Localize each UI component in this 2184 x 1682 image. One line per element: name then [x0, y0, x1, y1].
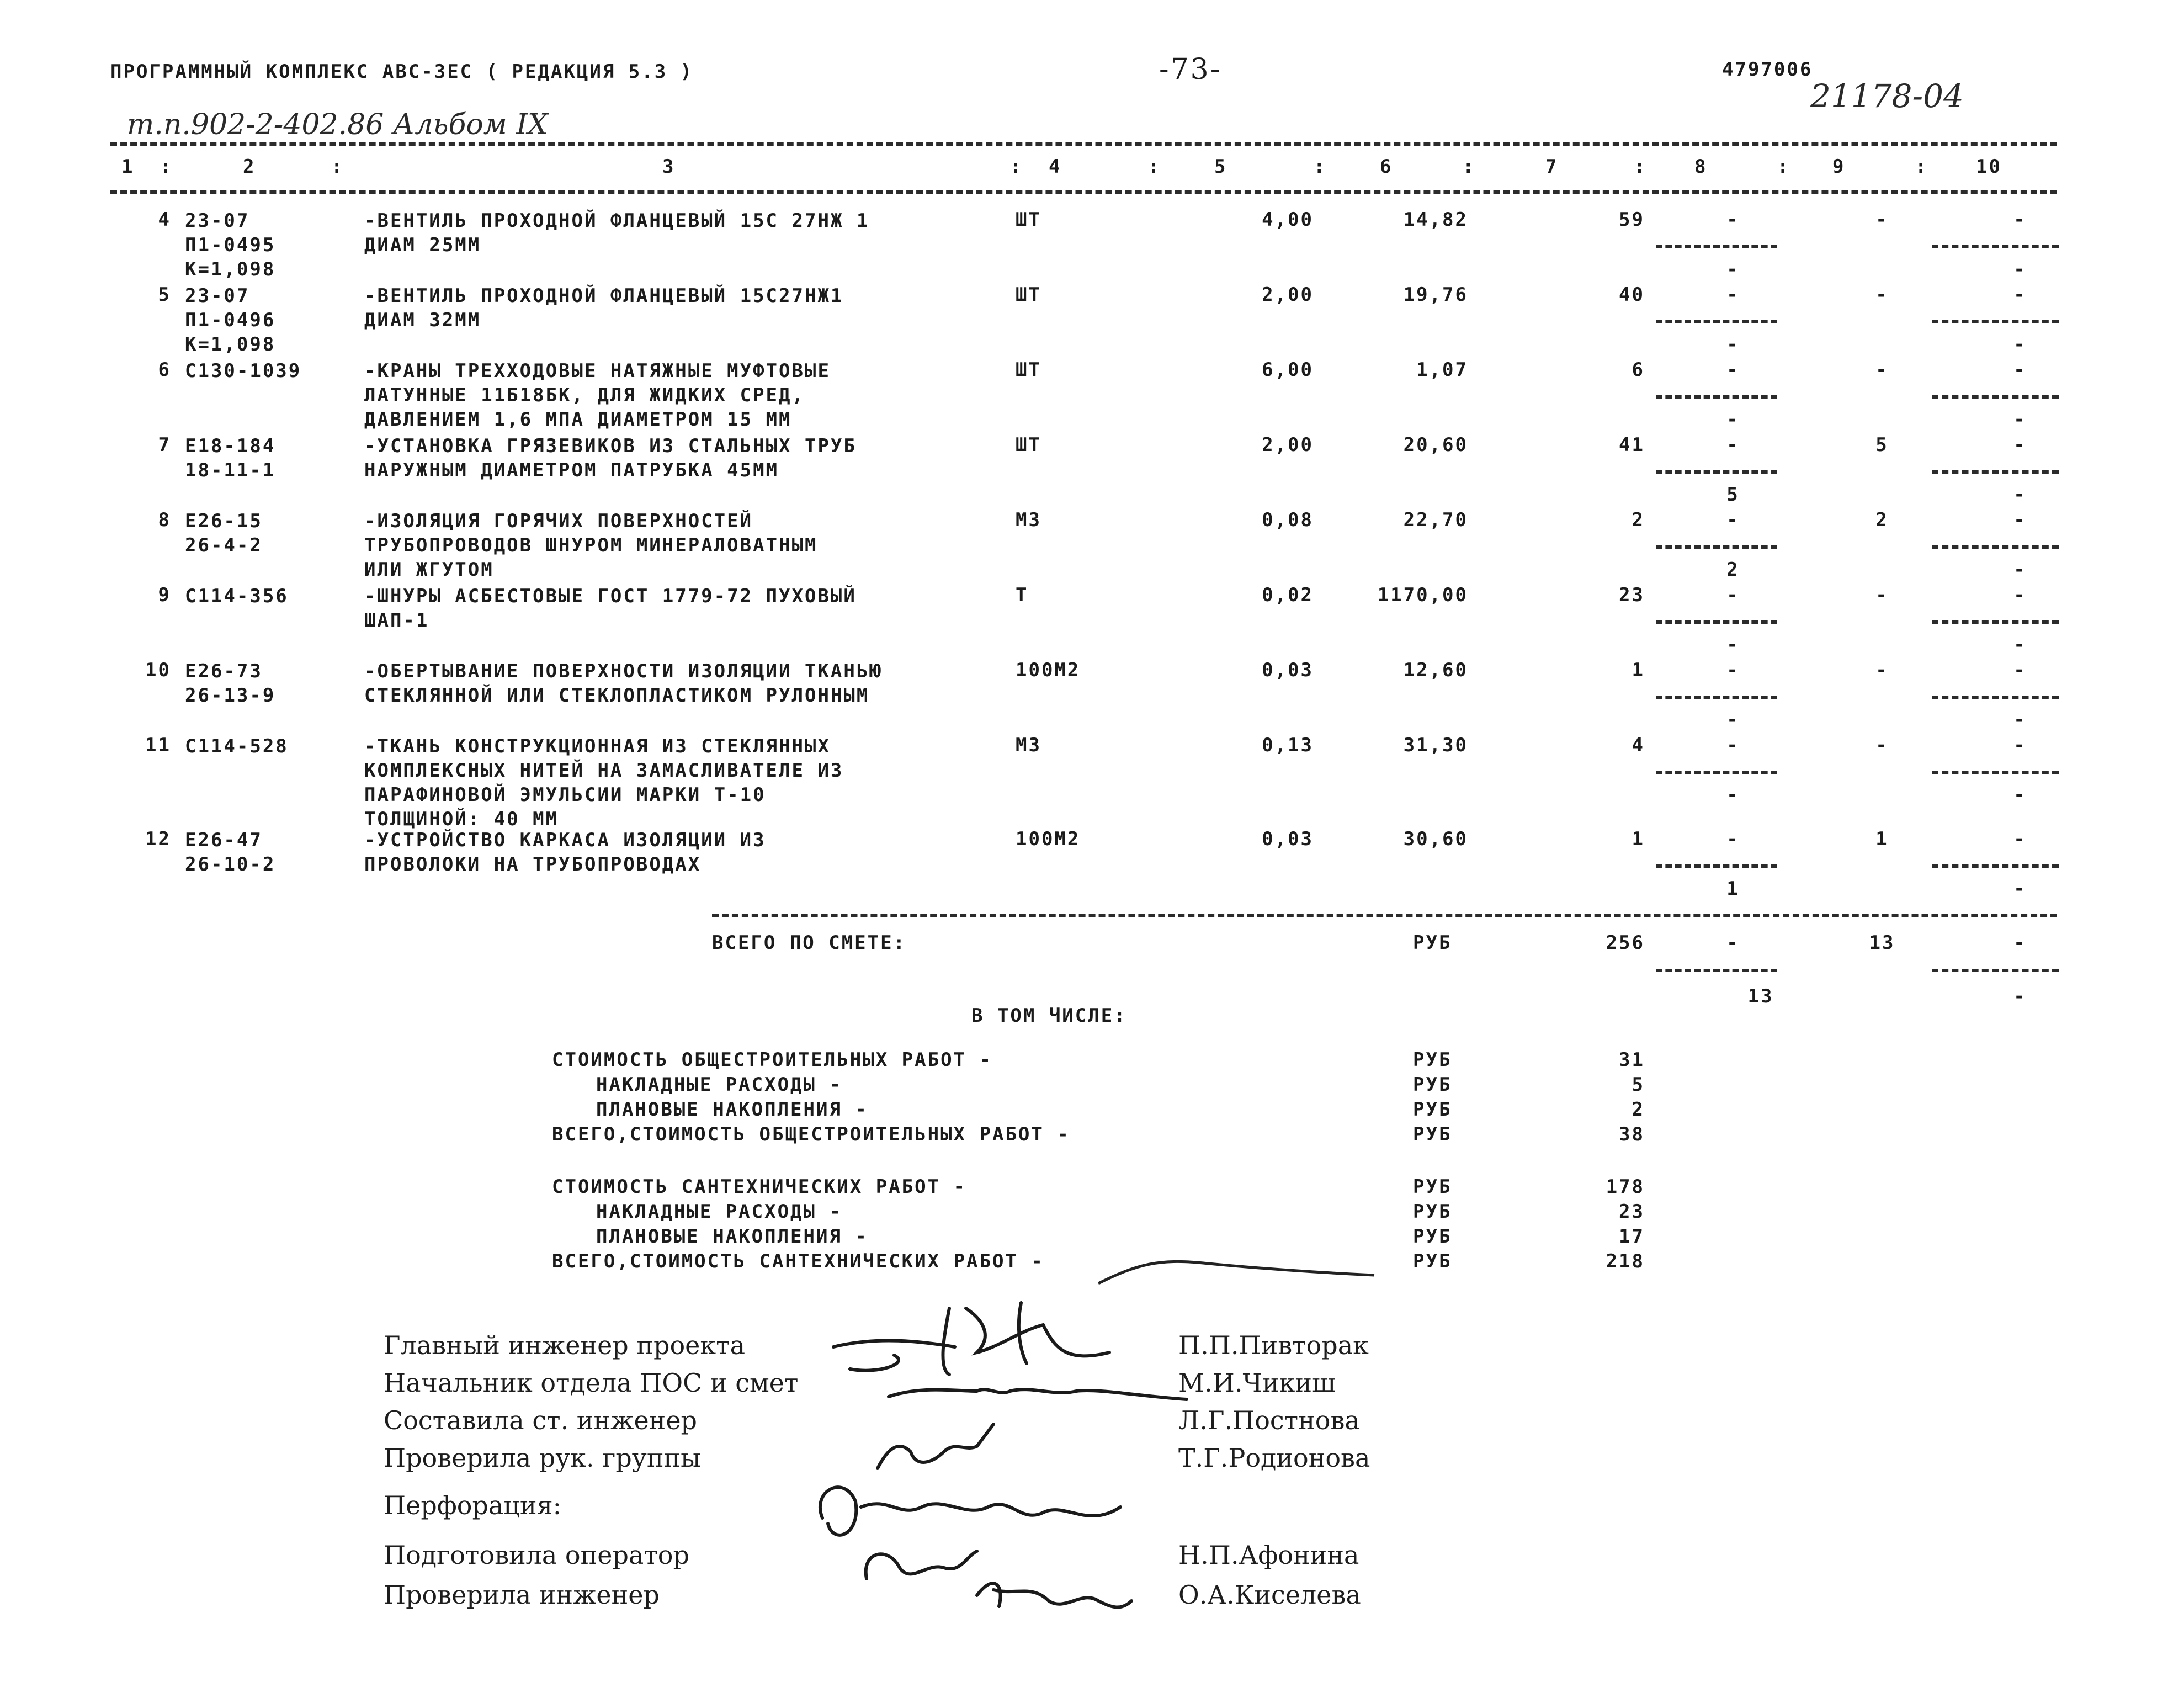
row-col9: - — [1875, 209, 1889, 231]
row-col8-bottom: - — [1726, 333, 1740, 355]
row-description — [364, 359, 831, 432]
column-header-10: 10 — [1976, 156, 2002, 178]
summary-value: 17 — [1619, 1225, 1645, 1248]
row-number: 9 — [158, 584, 171, 606]
summary-label: ПЛАНОВЫЕ НАКОПЛЕНИЯ - — [596, 1225, 868, 1248]
signature-role: Подготовила оператор — [384, 1540, 689, 1570]
row-code — [185, 584, 289, 608]
total-col8-top: - — [1726, 932, 1740, 954]
row-code-line: К=1,098 — [185, 258, 276, 280]
total-col10-rule — [1932, 969, 2059, 972]
summary-label: СТОИМОСТЬ ОБЩЕСТРОИТЕЛЬНЫХ РАБОТ - — [552, 1049, 992, 1071]
row-quantity: 0,03 — [1262, 828, 1314, 850]
row-col8-top: - — [1726, 509, 1740, 531]
row-description-line: СТЕКЛЯННОЙ ИЛИ СТЕКЛОПЛАСТИКОМ РУЛОННЫМ — [364, 685, 870, 707]
row-number: 8 — [158, 509, 171, 531]
row-unit: ШТ — [1016, 284, 1041, 306]
row-description-line: -ИЗОЛЯЦИЯ ГОРЯЧИХ ПОВЕРХНОСТЕЙ — [364, 510, 753, 532]
row-code — [185, 209, 275, 282]
summary-value: 5 — [1632, 1074, 1645, 1096]
column-header-6: 6 — [1380, 156, 1393, 178]
column-separator: : — [1634, 156, 1647, 178]
row-description — [364, 734, 843, 831]
row-code-line: 23-07 — [185, 285, 250, 307]
column-header-1: 1 — [121, 156, 135, 178]
row-price: 1170,00 — [1377, 584, 1468, 606]
row-price: 31,30 — [1403, 734, 1468, 756]
row-unit: ШТ — [1016, 434, 1041, 456]
row-col10-top: - — [2013, 359, 2027, 381]
row-code-line: П1-0495 — [185, 234, 276, 256]
row-col10-rule — [1932, 320, 2059, 323]
signature-role: Проверила рук. группы — [384, 1443, 701, 1473]
row-description-line: ДИАМ 25ММ — [364, 234, 481, 256]
summary-value: 31 — [1619, 1049, 1645, 1071]
row-unit: М3 — [1016, 734, 1041, 756]
column-separator: : — [1010, 156, 1023, 178]
row-description-line: -ШНУРЫ АСБЕСТОВЫЕ ГОСТ 1779-72 ПУХОВЫЙ — [364, 585, 857, 607]
row-col8-rule — [1656, 320, 1777, 323]
signature-name: Н.П.Афонина — [1178, 1540, 1359, 1570]
row-price: 1,07 — [1416, 359, 1468, 381]
row-col9: 5 — [1875, 434, 1889, 456]
total-rule — [712, 914, 2057, 917]
handwritten-album-title: т.п.902-2-402.86 Альбом IX — [127, 108, 548, 141]
row-code — [185, 509, 263, 558]
row-col8-rule — [1656, 395, 1777, 399]
row-code — [185, 659, 275, 708]
summary-value: 2 — [1632, 1099, 1645, 1121]
row-code-line: 18-11-1 — [185, 459, 276, 481]
row-price: 30,60 — [1403, 828, 1468, 850]
row-col9: - — [1875, 734, 1889, 756]
row-unit: ШТ — [1016, 359, 1041, 381]
row-col8-top: - — [1726, 284, 1740, 306]
total-label: ВСЕГО ПО СМЕТЕ: — [712, 932, 907, 954]
summary-unit: РУБ — [1413, 1049, 1452, 1071]
row-description-line: -КРАНЫ ТРЕХХОДОВЫЕ НАТЯЖНЫЕ МУФТОВЫЕ — [364, 360, 831, 382]
summary-unit: РУБ — [1413, 1201, 1452, 1223]
row-col8-rule — [1656, 470, 1777, 474]
row-description-line: -УСТРОЙСТВО КАРКАСА ИЗОЛЯЦИИ ИЗ — [364, 829, 766, 851]
summary-unit: РУБ — [1413, 1225, 1452, 1248]
row-code — [185, 434, 275, 482]
row-quantity: 2,00 — [1262, 434, 1314, 456]
signature-name: О.А.Киселева — [1178, 1580, 1361, 1610]
row-col8-bottom: - — [1726, 709, 1740, 731]
row-col9: 2 — [1875, 509, 1889, 531]
row-col10-bottom: - — [2013, 258, 2027, 280]
row-col9: 1 — [1875, 828, 1889, 850]
row-col8-top: - — [1726, 828, 1740, 850]
table-header-rule — [110, 190, 2057, 194]
signature-role: Проверила инженер — [384, 1580, 660, 1610]
signature-name: Т.Г.Родионова — [1178, 1443, 1370, 1473]
signature-name: М.И.Чикиш — [1178, 1368, 1336, 1398]
row-col10-top: - — [2013, 209, 2027, 231]
document-code: 4797006 — [1722, 59, 1813, 81]
row-description — [364, 584, 857, 633]
signature-role: Начальник отдела ПОС и смет — [384, 1368, 799, 1398]
total-col8-bottom: 13 — [1747, 985, 1774, 1007]
row-number: 4 — [158, 209, 171, 231]
row-code-line: Е26-73 — [185, 660, 263, 682]
handwritten-code: 21178-04 — [1810, 77, 1964, 115]
table-top-rule — [110, 142, 2057, 146]
summary-label: СТОИМОСТЬ САНТЕХНИЧЕСКИХ РАБОТ - — [552, 1176, 967, 1198]
row-col9: - — [1875, 359, 1889, 381]
row-description-line: ШАП-1 — [364, 609, 429, 632]
page-number: -73- — [1159, 53, 1222, 86]
row-description-line: КОМПЛЕКСНЫХ НИТЕЙ НА ЗАМАСЛИВАТЕЛЕ ИЗ — [364, 760, 844, 782]
column-header-3: 3 — [662, 156, 676, 178]
summary-label: НАКЛАДНЫЕ РАСХОДЫ - — [596, 1201, 842, 1223]
row-col8-bottom: - — [1726, 258, 1740, 280]
row-unit: ШТ — [1016, 209, 1041, 231]
row-col10-top: - — [2013, 828, 2027, 850]
row-unit: 100М2 — [1016, 659, 1081, 681]
row-col10-rule — [1932, 620, 2059, 624]
row-code — [185, 828, 275, 877]
row-code — [185, 359, 301, 383]
handwritten-signature-last — [971, 1562, 1137, 1628]
row-col10-top: - — [2013, 434, 2027, 456]
summary-label: ВСЕГО,СТОИМОСТЬ ОБЩЕСТРОИТЕЛЬНЫХ РАБОТ - — [552, 1123, 1070, 1145]
summary-label: ВСЕГО,СТОИМОСТЬ САНТЕХНИЧЕСКИХ РАБОТ - — [552, 1250, 1044, 1272]
row-description — [364, 659, 883, 708]
row-col8-top: - — [1726, 659, 1740, 681]
row-description-line: -ТКАНЬ КОНСТРУКЦИОННАЯ ИЗ СТЕКЛЯННЫХ — [364, 735, 831, 757]
row-col10-bottom: - — [2013, 878, 2027, 900]
column-header-9: 9 — [1832, 156, 1846, 178]
row-quantity: 0,03 — [1262, 659, 1314, 681]
row-number: 5 — [158, 284, 171, 306]
row-number: 10 — [145, 659, 171, 681]
signature-name: П.П.Пивторак — [1178, 1330, 1369, 1360]
row-code — [185, 734, 289, 758]
row-col8-top: - — [1726, 209, 1740, 231]
summary-unit: РУБ — [1413, 1099, 1452, 1121]
row-price: 14,82 — [1403, 209, 1468, 231]
row-total: 59 — [1619, 209, 1645, 231]
row-col8-bottom: - — [1726, 408, 1740, 431]
row-col8-bottom: 2 — [1726, 559, 1740, 581]
row-col9: - — [1875, 659, 1889, 681]
row-col10-rule — [1932, 545, 2059, 549]
total-col9: 13 — [1869, 932, 1895, 954]
row-code-line: Е26-15 — [185, 510, 263, 532]
row-code-line: С114-356 — [185, 585, 289, 607]
column-header-4: 4 — [1049, 156, 1062, 178]
summary-value: 178 — [1606, 1176, 1645, 1198]
summary-unit: РУБ — [1413, 1123, 1452, 1145]
summary-label: НАКЛАДНЫЕ РАСХОДЫ - — [596, 1074, 842, 1096]
row-description-line: ДАВЛЕНИЕМ 1,6 МПА ДИАМЕТРОМ 15 ММ — [364, 408, 792, 431]
row-description-line: -ОБЕРТЫВАНИЕ ПОВЕРХНОСТИ ИЗОЛЯЦИИ ТКАНЬЮ — [364, 660, 883, 682]
row-total: 40 — [1619, 284, 1645, 306]
row-code-line: С130-1039 — [185, 360, 302, 382]
row-col10-top: - — [2013, 734, 2027, 756]
row-col10-bottom: - — [2013, 559, 2027, 581]
column-separator: : — [1148, 156, 1161, 178]
including-label: В ТОМ ЧИСЛЕ: — [971, 1005, 1127, 1027]
row-col9: - — [1875, 284, 1889, 306]
total-col10-top: - — [2013, 932, 2027, 954]
row-total: 23 — [1619, 584, 1645, 606]
row-code-line: С114-528 — [185, 735, 289, 757]
row-price: 12,60 — [1403, 659, 1468, 681]
row-col8-rule — [1656, 771, 1777, 774]
column-separator: : — [160, 156, 173, 178]
total-col8-rule — [1656, 969, 1777, 972]
summary-value: 218 — [1606, 1250, 1645, 1272]
row-description-line: НАРУЖНЫМ ДИАМЕТРОМ ПАТРУБКА 45ММ — [364, 459, 779, 481]
row-code-line: К=1,098 — [185, 333, 276, 355]
row-code-line: 23-07 — [185, 210, 250, 232]
row-quantity: 0,13 — [1262, 734, 1314, 756]
column-header-2: 2 — [243, 156, 256, 178]
row-col10-bottom: - — [2013, 408, 2027, 431]
row-description-line: ДИАМ 32ММ — [364, 309, 481, 331]
row-description-line: ТРУБОПРОВОДОВ ШНУРОМ МИНЕРАЛОВАТНЫМ — [364, 534, 818, 556]
row-description-line: ТОЛЩИНОЙ: 40 ММ — [364, 808, 559, 830]
row-col8-rule — [1656, 620, 1777, 624]
row-col10-top: - — [2013, 584, 2027, 606]
row-quantity: 0,08 — [1262, 509, 1314, 531]
row-description-line: -ВЕНТИЛЬ ПРОХОДНОЙ ФЛАНЦЕВЫЙ 15С27НЖ1 — [364, 285, 844, 307]
row-code — [185, 284, 275, 357]
column-header-5: 5 — [1214, 156, 1227, 178]
signature-role: Главный инженер проекта — [384, 1330, 746, 1360]
row-description — [364, 284, 843, 332]
row-col10-bottom: - — [2013, 634, 2027, 656]
summary-value: 23 — [1619, 1201, 1645, 1223]
row-unit: Т — [1016, 584, 1029, 606]
row-code-line: 26-13-9 — [185, 685, 276, 707]
row-total: 2 — [1632, 509, 1645, 531]
row-total: 1 — [1632, 828, 1645, 850]
summary-unit: РУБ — [1413, 1176, 1452, 1198]
summary-unit: РУБ — [1413, 1250, 1452, 1272]
row-col8-rule — [1656, 696, 1777, 699]
row-col10-top: - — [2013, 659, 2027, 681]
total-value: 256 — [1606, 932, 1645, 954]
row-col10-rule — [1932, 864, 2059, 868]
row-code-line: 26-10-2 — [185, 853, 276, 876]
row-description-line: ПРОВОЛОКИ НА ТРУБОПРОВОДАХ — [364, 853, 702, 876]
row-number: 6 — [158, 359, 171, 381]
column-header-8: 8 — [1694, 156, 1708, 178]
row-total: 1 — [1632, 659, 1645, 681]
row-price: 19,76 — [1403, 284, 1468, 306]
row-code-line: 26-4-2 — [185, 534, 263, 556]
row-col10-rule — [1932, 395, 2059, 399]
row-description — [364, 509, 817, 582]
row-description — [364, 828, 766, 877]
row-description-line: -УСТАНОВКА ГРЯЗЕВИКОВ ИЗ СТАЛЬНЫХ ТРУБ — [364, 435, 857, 457]
row-col8-bottom: 1 — [1726, 878, 1740, 900]
row-col8-bottom: 5 — [1726, 484, 1740, 506]
row-col10-rule — [1932, 771, 2059, 774]
row-col8-top: - — [1726, 584, 1740, 606]
row-col8-top: - — [1726, 734, 1740, 756]
row-col10-rule — [1932, 470, 2059, 474]
row-col10-bottom: - — [2013, 784, 2027, 806]
row-code-line: Е26-47 — [185, 829, 263, 851]
row-total: 41 — [1619, 434, 1645, 456]
row-quantity: 0,02 — [1262, 584, 1314, 606]
column-separator: : — [1915, 156, 1928, 178]
row-col10-bottom: - — [2013, 484, 2027, 506]
summary-unit: РУБ — [1413, 1074, 1452, 1096]
signature-role: Перфорация: — [384, 1490, 562, 1520]
row-col10-bottom: - — [2013, 333, 2027, 355]
row-col8-rule — [1656, 245, 1777, 248]
row-unit: 100М2 — [1016, 828, 1081, 850]
row-total: 6 — [1632, 359, 1645, 381]
column-separator: : — [331, 156, 344, 178]
row-col8-rule — [1656, 864, 1777, 868]
row-description-line: ПАРАФИНОВОЙ ЭМУЛЬСИИ МАРКИ Т-10 — [364, 784, 766, 806]
total-unit: РУБ — [1413, 932, 1452, 954]
row-description — [364, 434, 857, 482]
row-description — [364, 209, 869, 257]
row-quantity: 6,00 — [1262, 359, 1314, 381]
row-code-line: Е18-184 — [185, 435, 276, 457]
column-separator: : — [1314, 156, 1327, 178]
row-col10-rule — [1932, 696, 2059, 699]
row-number: 7 — [158, 434, 171, 456]
summary-label: ПЛАНОВЫЕ НАКОПЛЕНИЯ - — [596, 1099, 868, 1121]
row-col8-top: - — [1726, 434, 1740, 456]
row-col10-rule — [1932, 245, 2059, 248]
row-description-line: ИЛИ ЖГУТОМ — [364, 559, 494, 581]
row-col9: - — [1875, 584, 1889, 606]
row-price: 22,70 — [1403, 509, 1468, 531]
signature-name: Л.Г.Постнова — [1178, 1405, 1360, 1435]
row-price: 20,60 — [1403, 434, 1468, 456]
row-number: 12 — [145, 828, 171, 850]
row-col10-bottom: - — [2013, 709, 2027, 731]
column-header-7: 7 — [1545, 156, 1559, 178]
row-col8-rule — [1656, 545, 1777, 549]
row-col10-top: - — [2013, 509, 2027, 531]
row-col8-top: - — [1726, 359, 1740, 381]
column-separator: : — [1463, 156, 1476, 178]
row-total: 4 — [1632, 734, 1645, 756]
row-description-line: ЛАТУННЫЕ 11Б18БК, ДЛЯ ЖИДКИХ СРЕД, — [364, 384, 805, 406]
signature-role: Составила ст. инженер — [384, 1405, 697, 1435]
row-col8-bottom: - — [1726, 634, 1740, 656]
row-code-line: П1-0496 — [185, 309, 276, 331]
row-description-line: -ВЕНТИЛЬ ПРОХОДНОЙ ФЛАНЦЕВЫЙ 15С 27НЖ 1 — [364, 210, 870, 232]
row-col10-top: - — [2013, 284, 2027, 306]
summary-value: 38 — [1619, 1123, 1645, 1145]
column-separator: : — [1777, 156, 1790, 178]
program-header: ПРОГРАММНЫЙ КОМПЛЕКС АВС-3ЕС ( РЕДАКЦИЯ 5.3 ) — [110, 61, 694, 83]
row-quantity: 4,00 — [1262, 209, 1314, 231]
row-unit: М3 — [1016, 509, 1041, 531]
row-quantity: 2,00 — [1262, 284, 1314, 306]
row-col8-bottom: - — [1726, 784, 1740, 806]
total-col10-bottom: - — [2013, 985, 2027, 1007]
row-number: 11 — [145, 734, 171, 756]
